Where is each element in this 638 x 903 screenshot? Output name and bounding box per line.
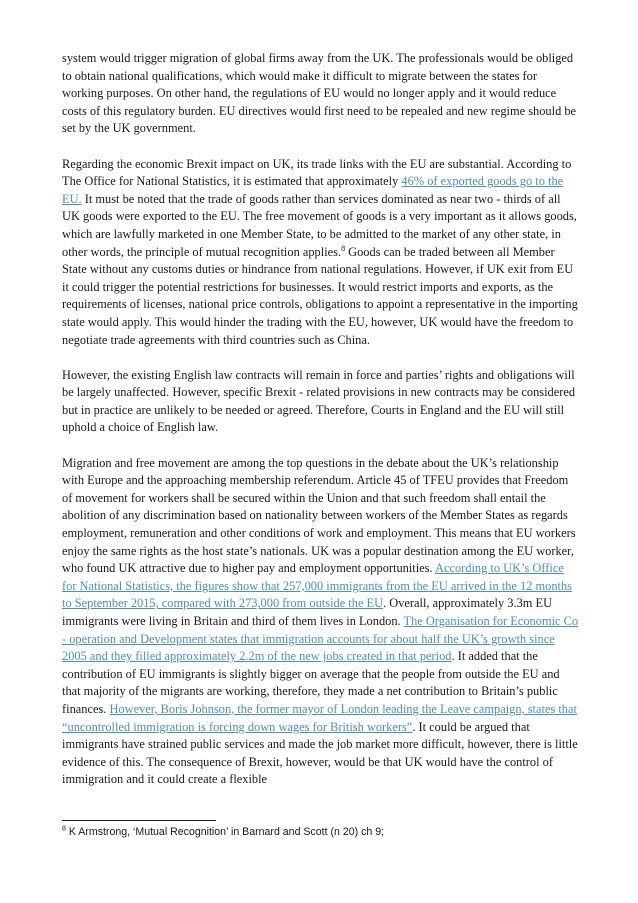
oecd-link[interactable]: The Organisation for Economic Co - operation and Development states that immigration accounts for about half the UK’s growth since 2005 and they filled approximately 2.2m of the new jobs created in that period xyxy=(62,614,579,664)
footnote-divider xyxy=(62,820,216,821)
paragraph-text: . It could be argued that immigrants have strained public services and made the job market more difficult, however, there is little evidence of this. The consequence of Brexit, however, would be that UK would have the control of immigration and it could create a flexible xyxy=(62,719,578,787)
footnote xyxy=(62,826,580,839)
footnote-reference[interactable]: 8 xyxy=(341,243,346,253)
paragraph-text: system would trigger migration of global firms away from the UK. The professionals would be obliged to obtain national qualifications, which would make it difficult to migrate between the states for working purposes. On other hand, the regulations of EU would no longer apply and it would reduce costs of this regulatory burden. EU directives would first need to be repealed and new regime should be set by the UK government. xyxy=(62,51,577,136)
paragraph-contracts xyxy=(62,367,580,437)
paragraph-text: It must be noted that the trade of goods rather than services dominated as near two - thirds of all UK goods were exported to the EU. The free movement of goods is a very important as it allows goods, which are lawfully marketed in one Member State, to be admitted to the market of any other state, in other words, the principle of mutual recognition applies. xyxy=(62,191,577,259)
footnote-text: K Armstrong, ‘Mutual Recognition’ in Barnard and Scott (n 20) ch 9; xyxy=(65,826,385,838)
paragraph-text: . Overall, approximately 3.3m EU immigrants were living in Britain and third of them lives in London. xyxy=(62,596,553,628)
paragraph-text: However, the existing English law contracts will remain in force and parties’ rights and obligations will be largely unaffected. However, specific Brexit - related provisions in new contracts may be considered but in practice are unlikely to be needed or agreed. Therefore, Courts in England and the EU will still uphold a choice of English law. xyxy=(62,367,576,435)
ons-statistics-link[interactable]: According to UK’s Office for National Statistics, the figures show that 257,000 immigrants from the EU arrived in the 12 months to September 2015, compared with 273,000 from outside the EU xyxy=(62,561,572,611)
paragraph-text: Migration and free movement are among the top questions in the debate about the UK’s relationship with Europe and the approaching membership referendum. Article 45 of TFEU provides that Freedom of movement for workers shall be secured within the Union and that such freedom shall entail the abolition of any discrimination based on nationality between workers of the Member States as regards employment, remuneration and other conditions of work and employment. This means that EU workers enjoy the same rights as the host state’s nationals. UK was a popular destination among the EU worker, who found UK attractive due to higher pay and employment opportunities. xyxy=(62,455,576,576)
paragraph-text: Goods can be traded between all Member State without any customs duties or hindrance from national regulations. However, if UK exit from EU it could trigger the potential restrictions for businesses. It would restrict imports and exports, as the requirements of licenses, national price controls, obligations to appoint a representative in the importing state would apply. This would hinder the trading with the EU, however, UK would have the freedom to negotiate trade agreements with third countries such as China. xyxy=(62,244,578,347)
paragraph-text: . It added that the contribution of EU immigrants is slightly bigger on average that the people from outside the EU and that majority of the migrants are working, therefore, they made a net contribution to Britain’s public finances. xyxy=(62,649,560,716)
paragraph-trade xyxy=(62,156,580,350)
paragraph-text: Regarding the economic Brexit impact on UK, its trade links with the EU are substantial. According to The Office for National Statistics, it is estimated that approximately xyxy=(62,156,572,189)
paragraph-migration xyxy=(62,455,580,789)
exported-goods-link[interactable]: 46% of exported goods go to the EU. xyxy=(62,174,564,206)
boris-johnson-link[interactable]: However, Boris Johnson, the former mayor of London leading the Leave campaign, states that “uncontrolled immigration is forcing down wages for British workers” xyxy=(62,701,577,734)
footnote-number: 8 xyxy=(62,825,66,833)
document-body xyxy=(62,50,580,807)
paragraph-regulation xyxy=(62,50,580,138)
